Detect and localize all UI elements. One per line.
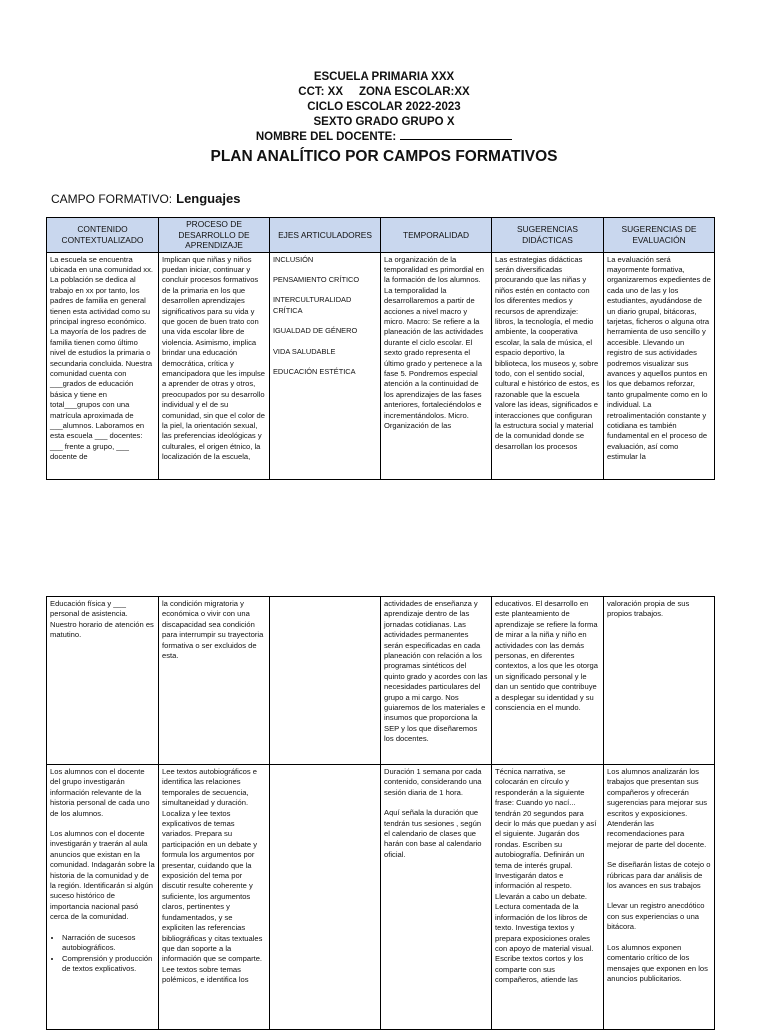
list-item: • Narración de sucesos autobiográficos. — [62, 933, 155, 954]
teacher-name-blank — [400, 130, 512, 140]
eje-item: INTERCULTURALIDAD CRÍTICA — [273, 295, 352, 315]
cell-evaluacion: valoración propia de sus propios trabajos. — [604, 597, 715, 765]
cell-sugerencias: Técnica narrativa, se colocarán en círculo y responderán a la siguiente frase: Cuando yo nací... tendrán 20 segundos para decir lo más que puedan y así el siguiente. Jugarán dos rondas. Escriben su autobiografía. Definirán un tema de interés grupal. Investigarán datos e información al respeto. Llevarán a cabo un debate. Lectura comentada de la información de los libros de texto. Investiga textos y prepara exposiciones orales con apoyo de material visual. Escribe textos cortos y los comparte con sus compañeros, atiende las — [492, 765, 604, 1030]
teacher-name-line — [0, 130, 768, 145]
list-item: • Comprensión y producción de textos explicativos. — [62, 954, 155, 975]
cell-ejes — [270, 597, 381, 765]
cell-temporalidad — [381, 765, 492, 1030]
cell-sugerencias: Las estrategias didácticas serán diversificadas procurando que las niñas y niños estén en contacto con los diferentes medios y recursos de aprendizaje: libros, la tecnología, el medio ambiente, la cooperativa escolar, la sala de música, el espacio deportivo, la biblioteca, los museos y, sobre todo, con el sentido social, cultural e histórico de estos, es razonable que la escuela valore las ideas, significados e interacciones que configuran la estructura social y material de la comunidad donde se desarrollan los procesos — [492, 252, 604, 479]
cell-ejes — [270, 252, 381, 479]
teacher-label: NOMBRE DEL DOCENTE: — [255, 131, 397, 143]
col-contenido: CONTENIDO CONTEXTUALIZADO — [47, 218, 159, 253]
plan-table-page2 — [46, 596, 715, 1030]
campo-formativo — [51, 191, 240, 206]
table-header-row — [47, 218, 715, 253]
cell-contenido — [47, 765, 159, 1030]
temporalidad-paragraph: Aquí señala la duración que tendrán tus sesiones , según el calendario de clases que harán con base al calendario oficial. — [384, 808, 482, 859]
plan-table-page1 — [46, 217, 715, 480]
cell-ejes — [270, 765, 381, 1030]
cell-sugerencias: educativos. El desarrollo en este planteamiento de aprendizaje se refiere la forma de mirar a la niña y niño en actividades con las demás personas, en diferentes contextos, a los que les otorga un significado personal y le dan un sentido que contribuye a desplegar su identidad y su consciencia en el mundo. — [492, 597, 604, 765]
eje-item: VIDA SALUDABLE — [273, 346, 336, 356]
campo-label: CAMPO FORMATIVO: — [51, 192, 173, 206]
cell-contenido: Educación física y ___ personal de asistencia. Nuestro horario de atención es matutino. — [47, 597, 159, 765]
cell-evaluacion — [604, 765, 715, 1030]
table-row — [47, 252, 715, 479]
cell-temporalidad: La organización de la temporalidad es primordial en la formación de los alumnos. La temporalidad la desarrollaremos a partir de acciones a nivel macro y micro. Macro: Se refiere a la planeación de las actividades durante el ciclo escolar. El sexto grado representa el último grado y pertenece a la fase 5. Pondremos especial atención a la continuidad de los aprendizajes de las fases anteriores, fortaleciéndolos e incrementándolos. Micro. Organización de las — [381, 252, 492, 479]
evaluacion-paragraph: Llevar un registro anecdótico con sus experiencias o una bitácora. — [607, 901, 705, 932]
col-sugerencias: SUGERENCIAS DIDÁCTICAS — [492, 218, 604, 253]
school-cycle: CICLO ESCOLAR 2022-2023 — [307, 101, 461, 113]
col-evaluacion: SUGERENCIAS DE EVALUACIÓN — [604, 218, 715, 253]
grade-group: SEXTO GRADO GRUPO X — [313, 116, 455, 128]
plan-title: PLAN ANALÍTICO POR CAMPOS FORMATIVOS — [210, 148, 558, 165]
eje-item: IGUALDAD DE GÉNERO — [273, 326, 358, 336]
cell-proceso: la condición migratoria y económica o vivir con una discapacidad sea condición para interrumpir su trayectoria formativa o ser excluidos de esta. — [159, 597, 270, 765]
col-proceso: PROCESO DE DESARROLLO DE APRENDIZAJE — [159, 218, 270, 253]
evaluacion-paragraph: Se diseñarán listas de cotejo o rúbricas para dar análisis de los avances en sus trabajos — [607, 860, 711, 891]
cell-proceso: Lee textos autobiográficos e identifica las relaciones temporales de secuencia, simultaneidad y duración. Localiza y lee textos explicativos de temas variados. Prepara su participación en un debate y formula los argumentos por presentar, cuidando que la exposición del tema por discutir resulte coherente y suficiente, los argumentos claros, pertinentes y fundamentados, y se expliciten las referencias bibliográficas y citas textuales que dan soporte a la información que se comparte. Lee textos sobre temas polémicos, e identifica los — [159, 765, 270, 1030]
col-ejes: EJES ARTICULADORES — [270, 218, 381, 253]
cell-contenido: La escuela se encuentra ubicada en una comunidad xx. La población se dedica al trabajo en xx por tanto, los padres de familia en general tienen esta actividad como su principal ingreso económico. La mayoría de los padres de familia tienen como último nivel de estudios la primaria o secundaria concluida. Nuestra comunidad cuenta con ___grados de educación básica y tiene en total___grupos con una matrícula aproximada de ___alumnos. Laboramos en esta escuela ___ docentes: ___ frente a grupo, ___ docente de — [47, 252, 159, 479]
school-name: ESCUELA PRIMARIA XXX — [313, 71, 455, 83]
col-temporalidad: TEMPORALIDAD — [381, 218, 492, 253]
eje-item: EDUCACIÓN ESTÉTICA — [273, 366, 356, 376]
document-header — [0, 70, 768, 166]
contenido-bullet-list — [50, 933, 155, 975]
table-row — [47, 765, 715, 1030]
cell-evaluacion: La evaluación será mayormente formativa, organizaremos expedientes de cada uno de las y los estudiantes, ayudándose de un diario grupal, bitácoras, tarjetas, ficheros o alguna otra herramienta de uso sencillo y accesible. Llevando un registro de sus actividades podremos visualizar sus avances y aquellos puntos en los que debamos reforzar, tanto grupalmente como en lo individual. La retroalimentación constante y cotidiana es también fundamental en el proceso de evaluación, así como estimular la — [604, 252, 715, 479]
evaluacion-paragraph: Los alumnos exponen comentario crítico de los mensajes que exponen en los anuncios publicitarios. — [607, 942, 708, 983]
cell-proceso: Implican que niñas y niños puedan iniciar, continuar y concluir procesos formativos de la primaria en los que desarrollen aprendizajes significativos para su vida y que gocen de buen trato con una vida escolar libre de violencia. Asimismo, implica brindar una educación democrática, crítica y emancipadora que les impulse a aprender de otras y otros, preocupados por su desarrollo individual y el de su comunidad, sin que el color de la piel, la orientación sexual, las preferencias ideológicas y culturales, el origen étnico, la localización de la escuela, — [159, 252, 270, 479]
cct-zone: CCT: XX ZONA ESCOLAR:XX — [298, 86, 470, 98]
eje-item: INCLUSIÓN — [273, 254, 314, 264]
eje-item: PENSAMIENTO CRÍTICO — [273, 274, 360, 284]
evaluacion-paragraph: Los alumnos analizarán los trabajos que presentan sus compañeros y ofrecerán sugerencias para mejorar sus escritos y exposiciones. Atenderán las recomendaciones para mejorar de parte del docente. — [607, 767, 708, 849]
table-row — [47, 597, 715, 765]
temporalidad-paragraph: Duración 1 semana por cada contenido, considerando una sesión diaria de 1 hora. — [384, 767, 482, 797]
contenido-paragraph: Los alumnos con el docente investigarán y traerán al aula anuncios que existan en la comunidad. Indagarán sobre la historia de la comunidad y de la región. Identificarán si algún suceso histórico de importancia nacional pasó cerca de la comunidad. — [50, 829, 155, 922]
cell-temporalidad: actividades de enseñanza y aprendizaje dentro de las jornadas cotidianas. Las actividades permanentes serán especificadas en cada planeación con relación a los programas sintéticos del quinto grado y acordes con las necesidades particulares del grupo a mi cargo. Nos guiaremos de los materiales e insumos que proporciona la SEP y los que diseñaremos los docentes. — [381, 597, 492, 765]
campo-value: Lenguajes — [176, 191, 241, 206]
contenido-paragraph: Los alumnos con el docente del grupo investigarán información relevante de la historia personal de cada uno de los alumnos. — [50, 767, 150, 818]
